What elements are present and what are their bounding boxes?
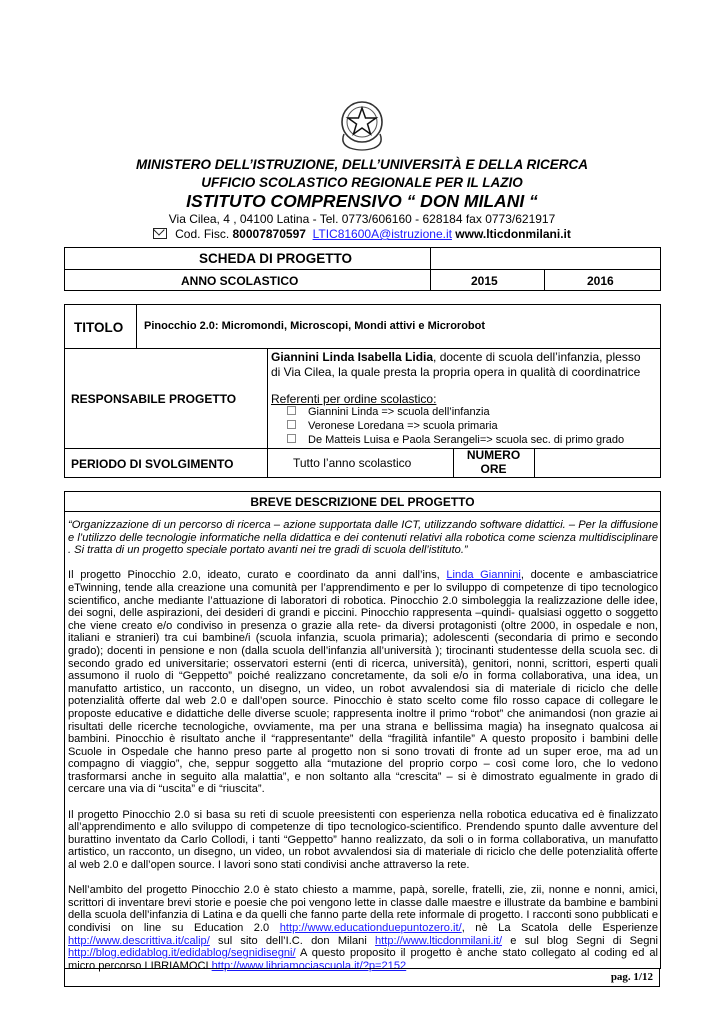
education-link[interactable]: http://www.educationduepuntozero.it/: [279, 922, 462, 934]
descrittiva-link[interactable]: http://www.descrittiva.it/calip/: [68, 934, 210, 947]
description-body: [68, 519, 658, 985]
responsible-desc-1: , docente di scuola dell’infanzia, plesso: [433, 350, 641, 364]
email-link[interactable]: LTIC81600A@istruzione.it: [312, 227, 452, 241]
year-label: ANNO SCOLASTICO: [181, 274, 299, 288]
referents-title: Referenti per ordine scolastico:: [271, 392, 437, 406]
paragraph-3: Nell’ambito del progetto Pinocchio 2.0 è stato chiesto a mamme, papà, sorelle, fratelli, zie, zii, nonne e nonni, amici, scrittori di inventare brevi storie e poesie che poi vengono lette in classe dalle maestre e illustrate da bambine e bambini della scuola dell’infanzia di Latina e da quelli che fanno parte della rete informale di progetto. I racconti sono pubblicati e condivisi on line su Education 2.0 http://www.educationduepuntozero.it/, nè La Scatola delle Esperienze http://www.descrittiva.it/calip/ sul sito dell’I.C. don Milani http://www.lticdonmilani.it/ e sul blog Segni di Segni http://blog.edidablog.it/edidablog/segnidisegni/ A questo proposito il progetto è anche stato collegato al coding ed al micro percorso LIBRIAMOCI http://www.libriamociascuola.it/?p=2152: [68, 884, 659, 972]
year-end: 2016: [587, 274, 614, 288]
project-table: [64, 304, 661, 478]
hours-label: NUMERO ORE: [466, 448, 521, 476]
responsible-line-2: di Via Cilea, la quale presta la propria opera in qualità di coordinatrice: [271, 365, 641, 379]
fiscal-label: Cod. Fisc.: [175, 227, 230, 241]
title-label: TITOLO: [74, 320, 124, 335]
paragraph-1: Il progetto Pinocchio 2.0, ideato, curato e coordinato da anni dall’ins, Linda Giannini, docente e ambasciatrice eTwinning, tende alla creazione una comunità per l’apprendimento e per lo sviluppo di competenze di tipo tecnologico scientifico, anche mediante l’attuazione di laboratori di robotica. Pinocchio 2.0 simboleggia la realizzazione delle idee, dei sogni, delle aspirazioni, dei desideri di grandi e piccini. Pinocchio rappresenta –quindi- qualsiasi oggetto o soggetto che viene creato e/o condiviso in presenza o grazie alla rete- da diversi protagonisti (oltre 2000, in ospedale e non, italiani e stranieri) tra cui bambine/i (scuola infanzia, scuola primaria); adolescenti (secondaria di primo e secondo grado); docenti in pensione e non (dalla scuola dell’infanzia all’università ); tirocinanti studentesse della scuola sec. di secondo grado ed universitarie; osservatori esterni (enti di ricerca, università), genitori, nonni, scrittori, esperti quali assumono il ruolo di “Geppetto” poiché realizzano concretamente, da soli e/o in forma collaborativa, una idea, un manufatto artistico, un racconto, un disegno, un video, un robot avvalendosi sia di materiale di riciclo che delle potenzialità offerte dal web 2.0 e dall’open source. Pinocchio è stato scelto come filo rosso capace di collegare le proposte educative e didattiche delle diverse scuole; rappresenta inoltre il primo “robot” che animandosi (non grazie ai risultati delle ricerche tecnologiche, ovviamente, ma per una strana e bellissima magia) ha insegnato qualcosa ai bambini. Pinocchio è risultato anche il “rappresentante” della “fragilità infantile” A questo proposito i bambini delle Scuole in Ospedale che hanno preso parte al progetto non si sono trovati di fronte ad un super eroe, ma ad un compagno di viaggio”, che, seppur soggetto alla “mutazione del proprio corpo – così come loro, che lo vedono trasformarsi anche in seguito alla malattia”, e non soltanto alla “crescita” – si è dimostrato egualmente in grado di cercare una via di “uscita” e di “riuscita”.: [68, 569, 658, 796]
lticdonmilani-link[interactable]: http://www.lticdonmilani.it/: [375, 934, 503, 947]
period-label: PERIODO DI SVOLGIMENTO: [71, 457, 234, 471]
libriamoci-link[interactable]: http://www.libriamociascuola.it/?p=2152: [211, 959, 407, 972]
school-heading: ISTITUTO COMPRENSIVO “ DON MILANI “: [186, 191, 538, 211]
referent-item: Veronese Loredana => scuola primaria: [287, 420, 498, 432]
scheda-table: [64, 247, 661, 291]
intro-paragraph: “Organizzazione di un percorso di ricerca – azione supportata dalle ICT, utilizzando software didattici. – Per la diffusione e l’utilizzo delle tecnologie informatiche nella didattica e dei contenuti relativi alla robotica come scienza multidisciplinare . Si tratta di un progetto speciale portato avanti nei tre gradi di scuola dell’istituto.”: [68, 519, 658, 557]
year-start: 2015: [471, 274, 498, 288]
title-value: Pinocchio 2.0: Micromondi, Microscopi, Mondi attivi e Microrobot: [144, 320, 486, 332]
description-title: BREVE DESCRIZIONE DEL PROGETTO: [250, 495, 475, 509]
ministry-heading: MINISTERO DELL’ISTRUZIONE, DELL’UNIVERSITÀ E DELLA RICERCA: [135, 157, 588, 172]
scheda-title: SCHEDA DI PROGETTO: [199, 251, 353, 266]
address-line: Via Cilea, 4 , 04100 Latina - Tel. 0773/606160 - 628184 fax 0773/621917: [168, 212, 556, 226]
referent-item: Giannini Linda => scuola dell’infanzia: [287, 406, 490, 418]
mail-icon: [153, 228, 167, 239]
paragraph-2: Il progetto Pinocchio 2.0 si basa su reti di scuole preesistenti con esperienza nella robotica educativa ed è finalizzato all’apprendimento e allo sviluppo di competenze di tipo tecnologico-scientifico. Prendendo spunto dalle avventure del burattino inventato da Carlo Collodi, i tanti “Geppetto” hanno realizzato, da soli o in forma collaborativa, un manufatto artistico, un racconto, un disegno, un video, un robot avvalendosi sia di materiale di riciclo che delle potenzialità offerte al web 2.0 e dall’open source. I lavori sono stati condivisi anche attraverso la rete.: [68, 808, 658, 872]
referent-item: De Matteis Luisa e Paola Serangeli=> scuola sec. di primo grado: [287, 434, 624, 446]
segnidisegni-link[interactable]: http://blog.edidablog.it/edidablog/segnidisegni/: [68, 947, 296, 960]
responsible-label: RESPONSABILE PROGETTO: [71, 392, 237, 406]
office-heading: UFFICIO SCOLASTICO REGIONALE PER IL LAZIO: [201, 175, 523, 190]
period-value: Tutto l’anno scolastico: [293, 456, 412, 470]
responsible-line-1: [271, 350, 641, 364]
linda-giannini-link[interactable]: Linda Giannini: [446, 569, 521, 582]
page-number: pag. 1/12: [610, 971, 653, 983]
republic-emblem-icon: [336, 96, 388, 152]
fiscal-code: 80007870597: [232, 227, 306, 241]
bullet-icon: [287, 434, 296, 443]
fiscal-line: [40, 227, 684, 241]
page-footer: [64, 968, 660, 987]
responsible-name: Giannini Linda Isabella Lidia: [271, 350, 434, 364]
bullet-icon: [287, 406, 296, 415]
bullet-icon: [287, 420, 296, 429]
website-text: www.lticdonmilani.it: [455, 227, 571, 241]
